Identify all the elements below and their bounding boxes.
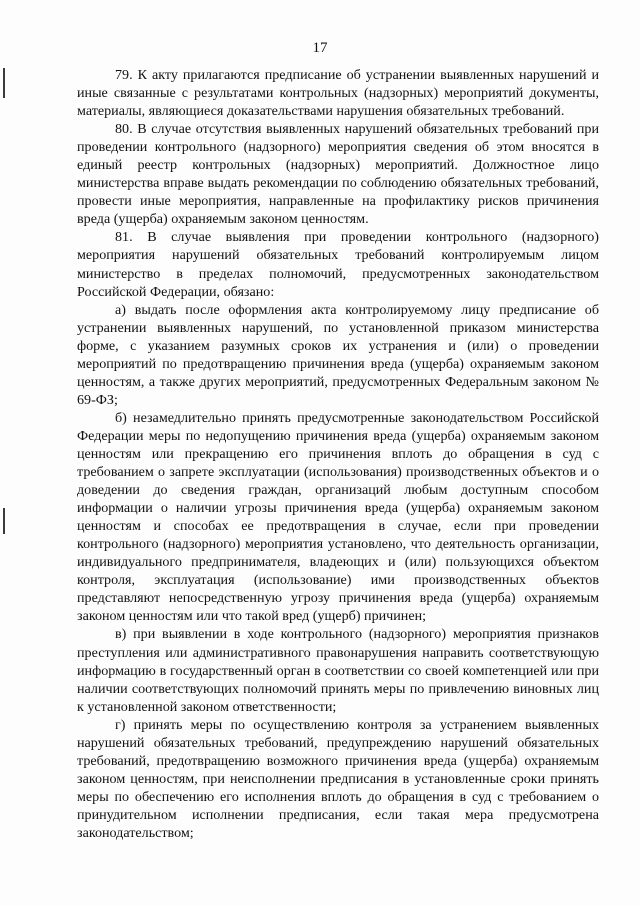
paragraph-79: 79. К акту прилагаются предписание об устранении выявленных нарушений и иные связанные с результатами контрольных (надзорных) мероприятий документы, материалы, являющиеся доказательствами нарушения обязательных требований.	[77, 67, 599, 120]
scan-edge-mark	[3, 508, 5, 534]
paragraph-81-item-a: а) выдать после оформления акта контролируемому лицу предписание об устранении выявленных нарушений, по установленной приказом министерства форме, с указанием разумных сроков их устранения и (или) о проведении мероприятий по предотвращению причинения вреда (ущерба) охраняемым законом ценностям, а также других мероприятий, предусмотренных Федеральным законом № 69-ФЗ;	[77, 301, 599, 408]
document-body	[77, 66, 599, 842]
paragraph-81-item-g: г) принять меры по осуществлению контроля за устранением выявленных нарушений обязательных требований, предупреждению нарушений обязательных требований, предотвращению возможного причинения вреда (ущерба) охраняемым законом ценностям, при неисполнении предписания в установленные сроки принять меры по обеспечению его исполнения вплоть до обращения в суд с требованием о принудительном исполнении предписания, если такая мера предусмотрена законодательством;	[77, 716, 599, 841]
page-number: 17	[312, 40, 328, 56]
paragraph-81-item-b: б) незамедлительно принять предусмотренные законодательством Российской Федерации меры по недопущению причинения вреда (ущерба) охраняемым законом ценностям или прекращению его причинения вплоть до обращения в суд с требованием о запрете эксплуатации (использования) производственных объектов и о доведении до сведения граждан, организаций любым доступным способом информации о наличии угрозы причинения вреда (ущерба) охраняемым законом ценностям и способах ее предотвращения в случае, если при проведении контрольного (надзорного) мероприятия установлено, что деятельность организации, индивидуального предпринимателя, владеющих и (или) пользующихся объектом контроля, эксплуатация (использование) ими производственных объектов представляют непосредственную угрозу причинения вреда (ущерба) охраняемым законом ценностям или что такой вред (ущерб) причинен;	[77, 409, 599, 625]
paragraph-80: 80. В случае отсутствия выявленных нарушений обязательных требований при проведении контрольного (надзорного) мероприятия сведения об этом вносятся в единый реестр контрольных (надзорных) мероприятий. Должностное лицо министерства вправе выдать рекомендации по соблюдению обязательных требований, провести иные мероприятия, направленные на профилактику рисков причинения вреда (ущерба) охраняемым законом ценностям.	[77, 121, 599, 228]
paragraph-81-item-v: в) при выявлении в ходе контрольного (надзорного) мероприятия признаков преступления или административного правонарушения направить соответствующую информацию в государственный орган в соответствии со своей компетенцией или при наличии соответствующих полномочий принять меры по привлечению виновных лиц к установленной законом ответственности;	[77, 626, 599, 715]
scan-edge-mark	[3, 68, 5, 98]
paragraph-81: 81. В случае выявления при проведении контрольного (надзорного) мероприятия нарушений обязательных требований контролируемым лицом министерство в пределах полномочий, предусмотренных законодательством Российской Федерации, обязано:	[77, 229, 599, 300]
